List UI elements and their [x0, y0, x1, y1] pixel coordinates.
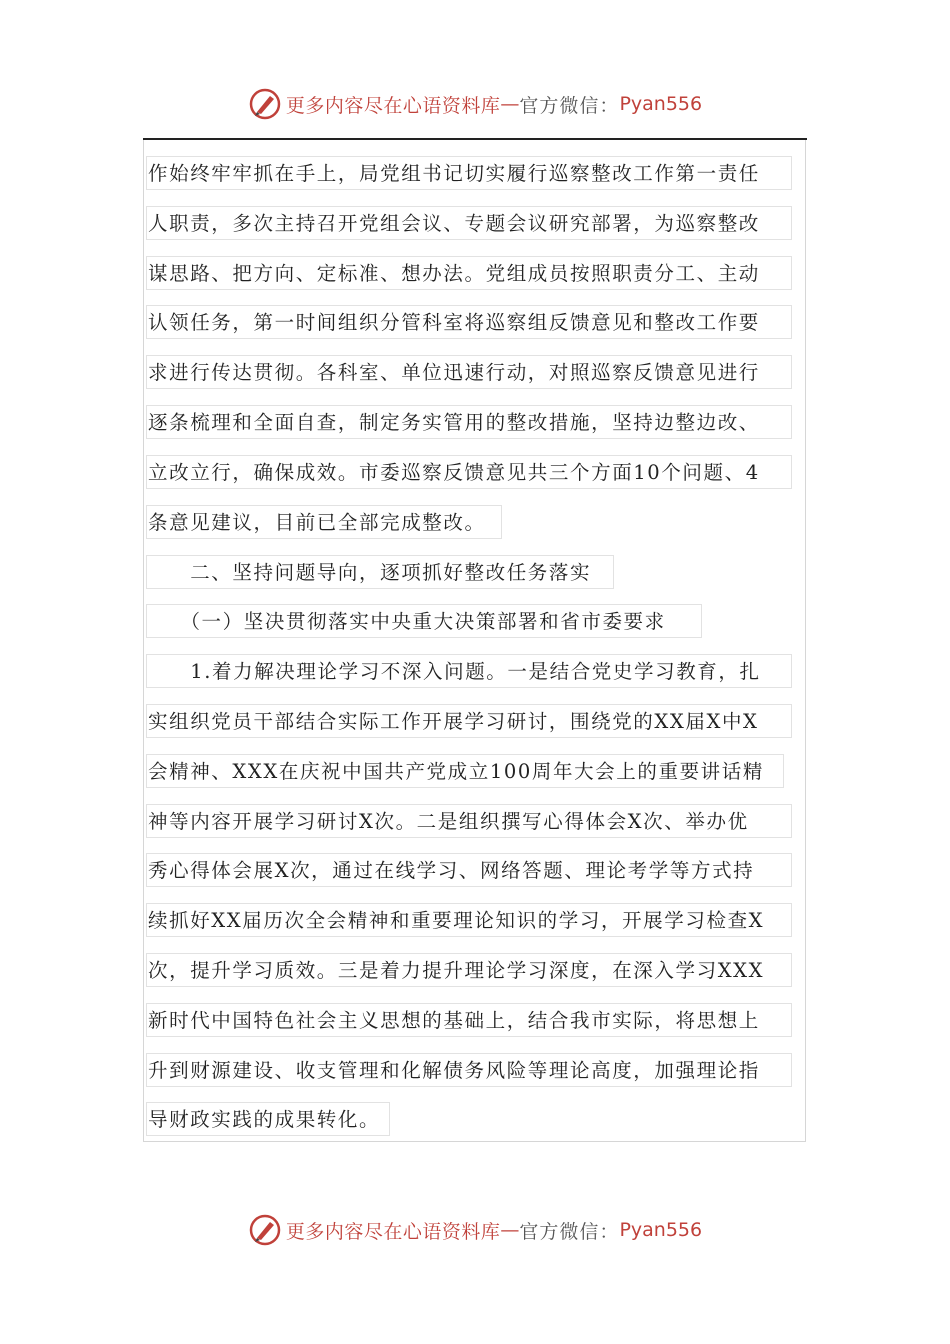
banner-brand: 更多内容尽在心语资料库: [285, 1220, 501, 1243]
banner-brand: 更多内容尽在心语资料库: [285, 94, 501, 117]
text-line: 求进行传达贯彻。各科室、单位迅速行动，对照巡察反馈意见进行: [146, 355, 792, 389]
header-banner: [0, 82, 950, 126]
text-line: 次，提升学习质效。三是着力提升理论学习深度，在深入学习XXX: [146, 953, 792, 987]
text-line: 1.着力解决理论学习不深入问题。一是结合党史学习教育，扎: [146, 654, 792, 688]
banner-official-label: 官方微信：: [519, 94, 620, 117]
text-line: 逐条梳理和全面自查，制定务实管用的整改措施，坚持边整边改、: [146, 405, 792, 439]
text-line: 条意见建议，目前已全部完成整改。: [146, 505, 502, 539]
text-line: 新时代中国特色社会主义思想的基础上，结合我市实际，将思想上: [146, 1003, 792, 1037]
banner-separator: —: [500, 93, 520, 115]
subsection-heading: （一）坚决贯彻落实中央重大决策部署和省市委要求: [146, 604, 702, 638]
text-line: 作始终牢牢抓在手上，局党组书记切实履行巡察整改工作第一责任: [146, 156, 792, 190]
banner-official-label: 官方微信：: [519, 1220, 620, 1243]
banner-separator: —: [500, 1219, 520, 1241]
text-line: 续抓好XX届历次全会精神和重要理论知识的学习，开展学习检查X: [146, 903, 792, 937]
pen-logo-icon: [248, 87, 282, 121]
text-line: 导财政实践的成果转化。: [146, 1102, 390, 1136]
text-line: 会精神、XXX在庆祝中国共产党成立100周年大会上的重要讲话精: [146, 754, 784, 788]
text-line: 秀心得体会展X次，通过在线学习、网络答题、理论考学等方式持: [146, 853, 792, 887]
pen-logo-icon: [248, 1213, 282, 1247]
text-line: 神等内容开展学习研讨X次。二是组织撰写心得体会X次、举办优: [146, 804, 792, 838]
text-line: 认领任务，第一时间组织分管科室将巡察组反馈意见和整改工作要: [146, 305, 792, 339]
section-heading: 二、坚持问题导向，逐项抓好整改任务落实: [146, 555, 614, 589]
footer-banner: [0, 1208, 950, 1252]
text-line: 人职责，多次主持召开党组会议、专题会议研究部署，为巡察整改: [146, 206, 792, 240]
text-line: 升到财源建设、收支管理和化解债务风险等理论高度，加强理论指: [146, 1053, 792, 1087]
text-line: 谋思路、把方向、定标准、想办法。党组成员按照职责分工、主动: [146, 256, 792, 290]
banner-wechat-id: Pyan556: [619, 93, 703, 115]
banner-wechat-id: Pyan556: [619, 1219, 703, 1241]
text-line: 立改立行，确保成效。市委巡察反馈意见共三个方面10个问题、4: [146, 455, 792, 489]
text-line: 实组织党员干部结合实际工作开展学习研讨，围绕党的XX届X中X: [146, 704, 792, 738]
